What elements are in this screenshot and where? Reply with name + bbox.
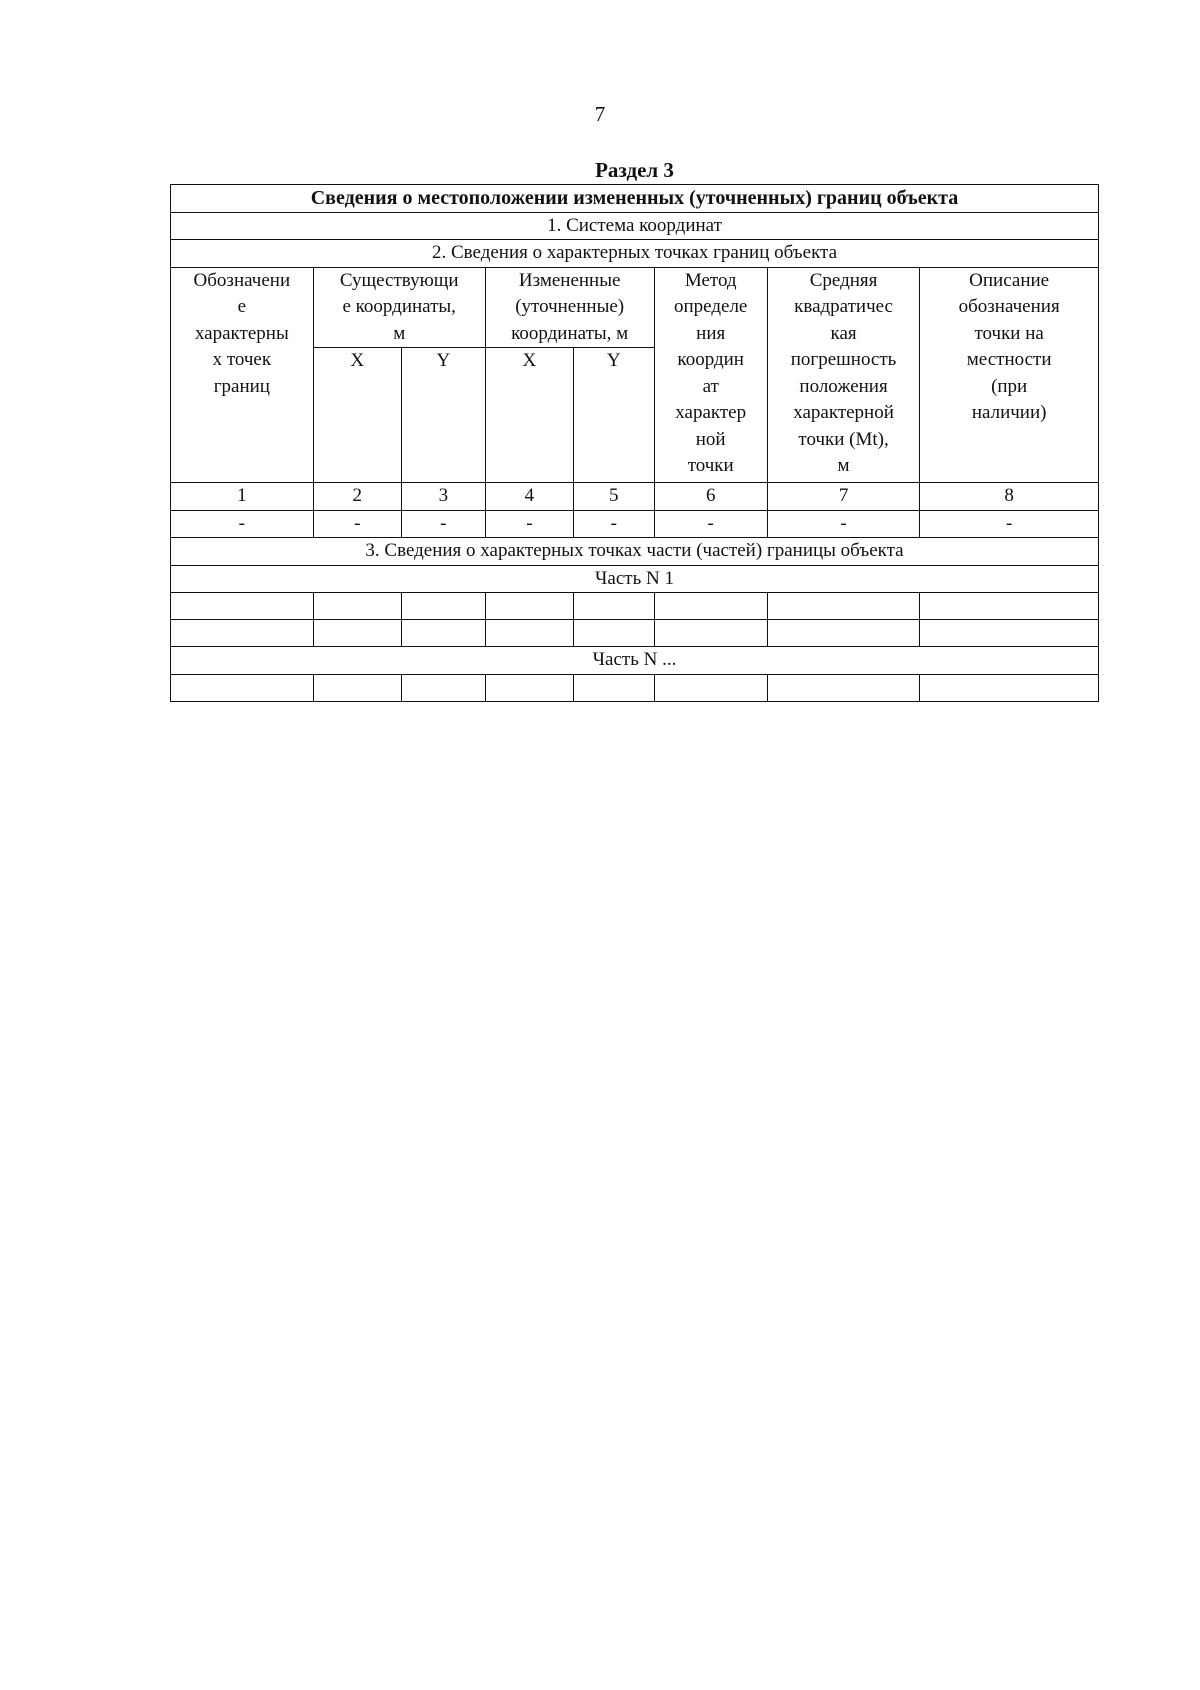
points-info-label: 2. Сведения о характерных точках границ объекта: [171, 240, 1099, 268]
table-heading: Сведения о местоположении измененных (уточненных) границ объекта: [171, 185, 1099, 213]
empty-cell: [313, 674, 401, 701]
empty-cell: [920, 674, 1099, 701]
col-description-header: [920, 267, 1099, 483]
col-point-designation-text: Обозначени е характерны х точек границ: [193, 269, 291, 397]
part1-label: Часть N 1: [171, 565, 1099, 593]
empty-cell: [767, 593, 919, 620]
col-method-header: [654, 267, 767, 483]
empty-row: [171, 620, 1099, 647]
column-number: 3: [401, 483, 485, 511]
dash-row: [171, 510, 1099, 538]
column-number: 7: [767, 483, 919, 511]
existing-y-header: Y: [401, 348, 485, 483]
empty-cell: [401, 674, 485, 701]
empty-cell: [313, 620, 401, 647]
empty-cell: [485, 620, 573, 647]
points-info-row: [171, 240, 1099, 268]
dash-cell: -: [171, 510, 314, 538]
existing-x-header: X: [313, 348, 401, 483]
empty-cell: [920, 620, 1099, 647]
column-number: 6: [654, 483, 767, 511]
page-number: 7: [594, 102, 606, 126]
empty-cell: [401, 620, 485, 647]
dash-cell: -: [485, 510, 573, 538]
column-number: 5: [573, 483, 654, 511]
empty-cell: [313, 593, 401, 620]
col-changed-coords-header: [485, 267, 654, 348]
empty-cell: [654, 674, 767, 701]
dash-cell: -: [767, 510, 919, 538]
empty-cell: [485, 674, 573, 701]
column-number: 8: [920, 483, 1099, 511]
col-existing-coords-text: Существующи е координаты, м: [339, 269, 459, 344]
col-method-text: Метод определе ния координ ат характер ной точки: [674, 269, 748, 476]
changed-x-header: X: [485, 348, 573, 483]
empty-row: [171, 674, 1099, 701]
column-number: 4: [485, 483, 573, 511]
empty-cell: [401, 593, 485, 620]
section-title: Раздел 3: [595, 158, 674, 182]
empty-cell: [654, 620, 767, 647]
changed-y-header: Y: [573, 348, 654, 483]
dash-cell: -: [401, 510, 485, 538]
column-number-row: [171, 483, 1099, 511]
empty-cell: [920, 593, 1099, 620]
dash-cell: -: [313, 510, 401, 538]
empty-cell: [767, 674, 919, 701]
dash-cell: -: [920, 510, 1099, 538]
col-description-text: Описание обозначения точки на местности (при наличии): [958, 269, 1060, 423]
empty-cell: [171, 674, 314, 701]
col-changed-coords-text: Измененные (уточненные) координаты, м: [511, 269, 629, 344]
empty-cell: [485, 593, 573, 620]
col-existing-coords-header: [313, 267, 485, 348]
column-number: 1: [171, 483, 314, 511]
empty-cell: [573, 620, 654, 647]
part1-row: [171, 565, 1099, 593]
column-number: 2: [313, 483, 401, 511]
empty-cell: [573, 593, 654, 620]
empty-cell: [171, 593, 314, 620]
dash-cell: -: [654, 510, 767, 538]
col-error-text: Средняя квадратичес кая погрешность положения характерной точки (Mt), м: [790, 269, 897, 476]
col-point-designation-header: [171, 267, 314, 483]
table-heading-row: [171, 185, 1099, 213]
parts-info-label: 3. Сведения о характерных точках части (частей) границы объекта: [171, 538, 1099, 566]
coordinate-system-label: 1. Система координат: [171, 212, 1099, 240]
dash-cell: -: [573, 510, 654, 538]
parts-info-row: [171, 538, 1099, 566]
boundary-table: [170, 184, 1099, 702]
part-n-label: Часть N ...: [171, 647, 1099, 675]
column-header-row: [171, 267, 1099, 348]
empty-cell: [171, 620, 314, 647]
part-n-row: [171, 647, 1099, 675]
empty-row: [171, 593, 1099, 620]
empty-cell: [573, 674, 654, 701]
coordinate-system-row: [171, 212, 1099, 240]
empty-cell: [767, 620, 919, 647]
col-error-header: [767, 267, 919, 483]
empty-cell: [654, 593, 767, 620]
